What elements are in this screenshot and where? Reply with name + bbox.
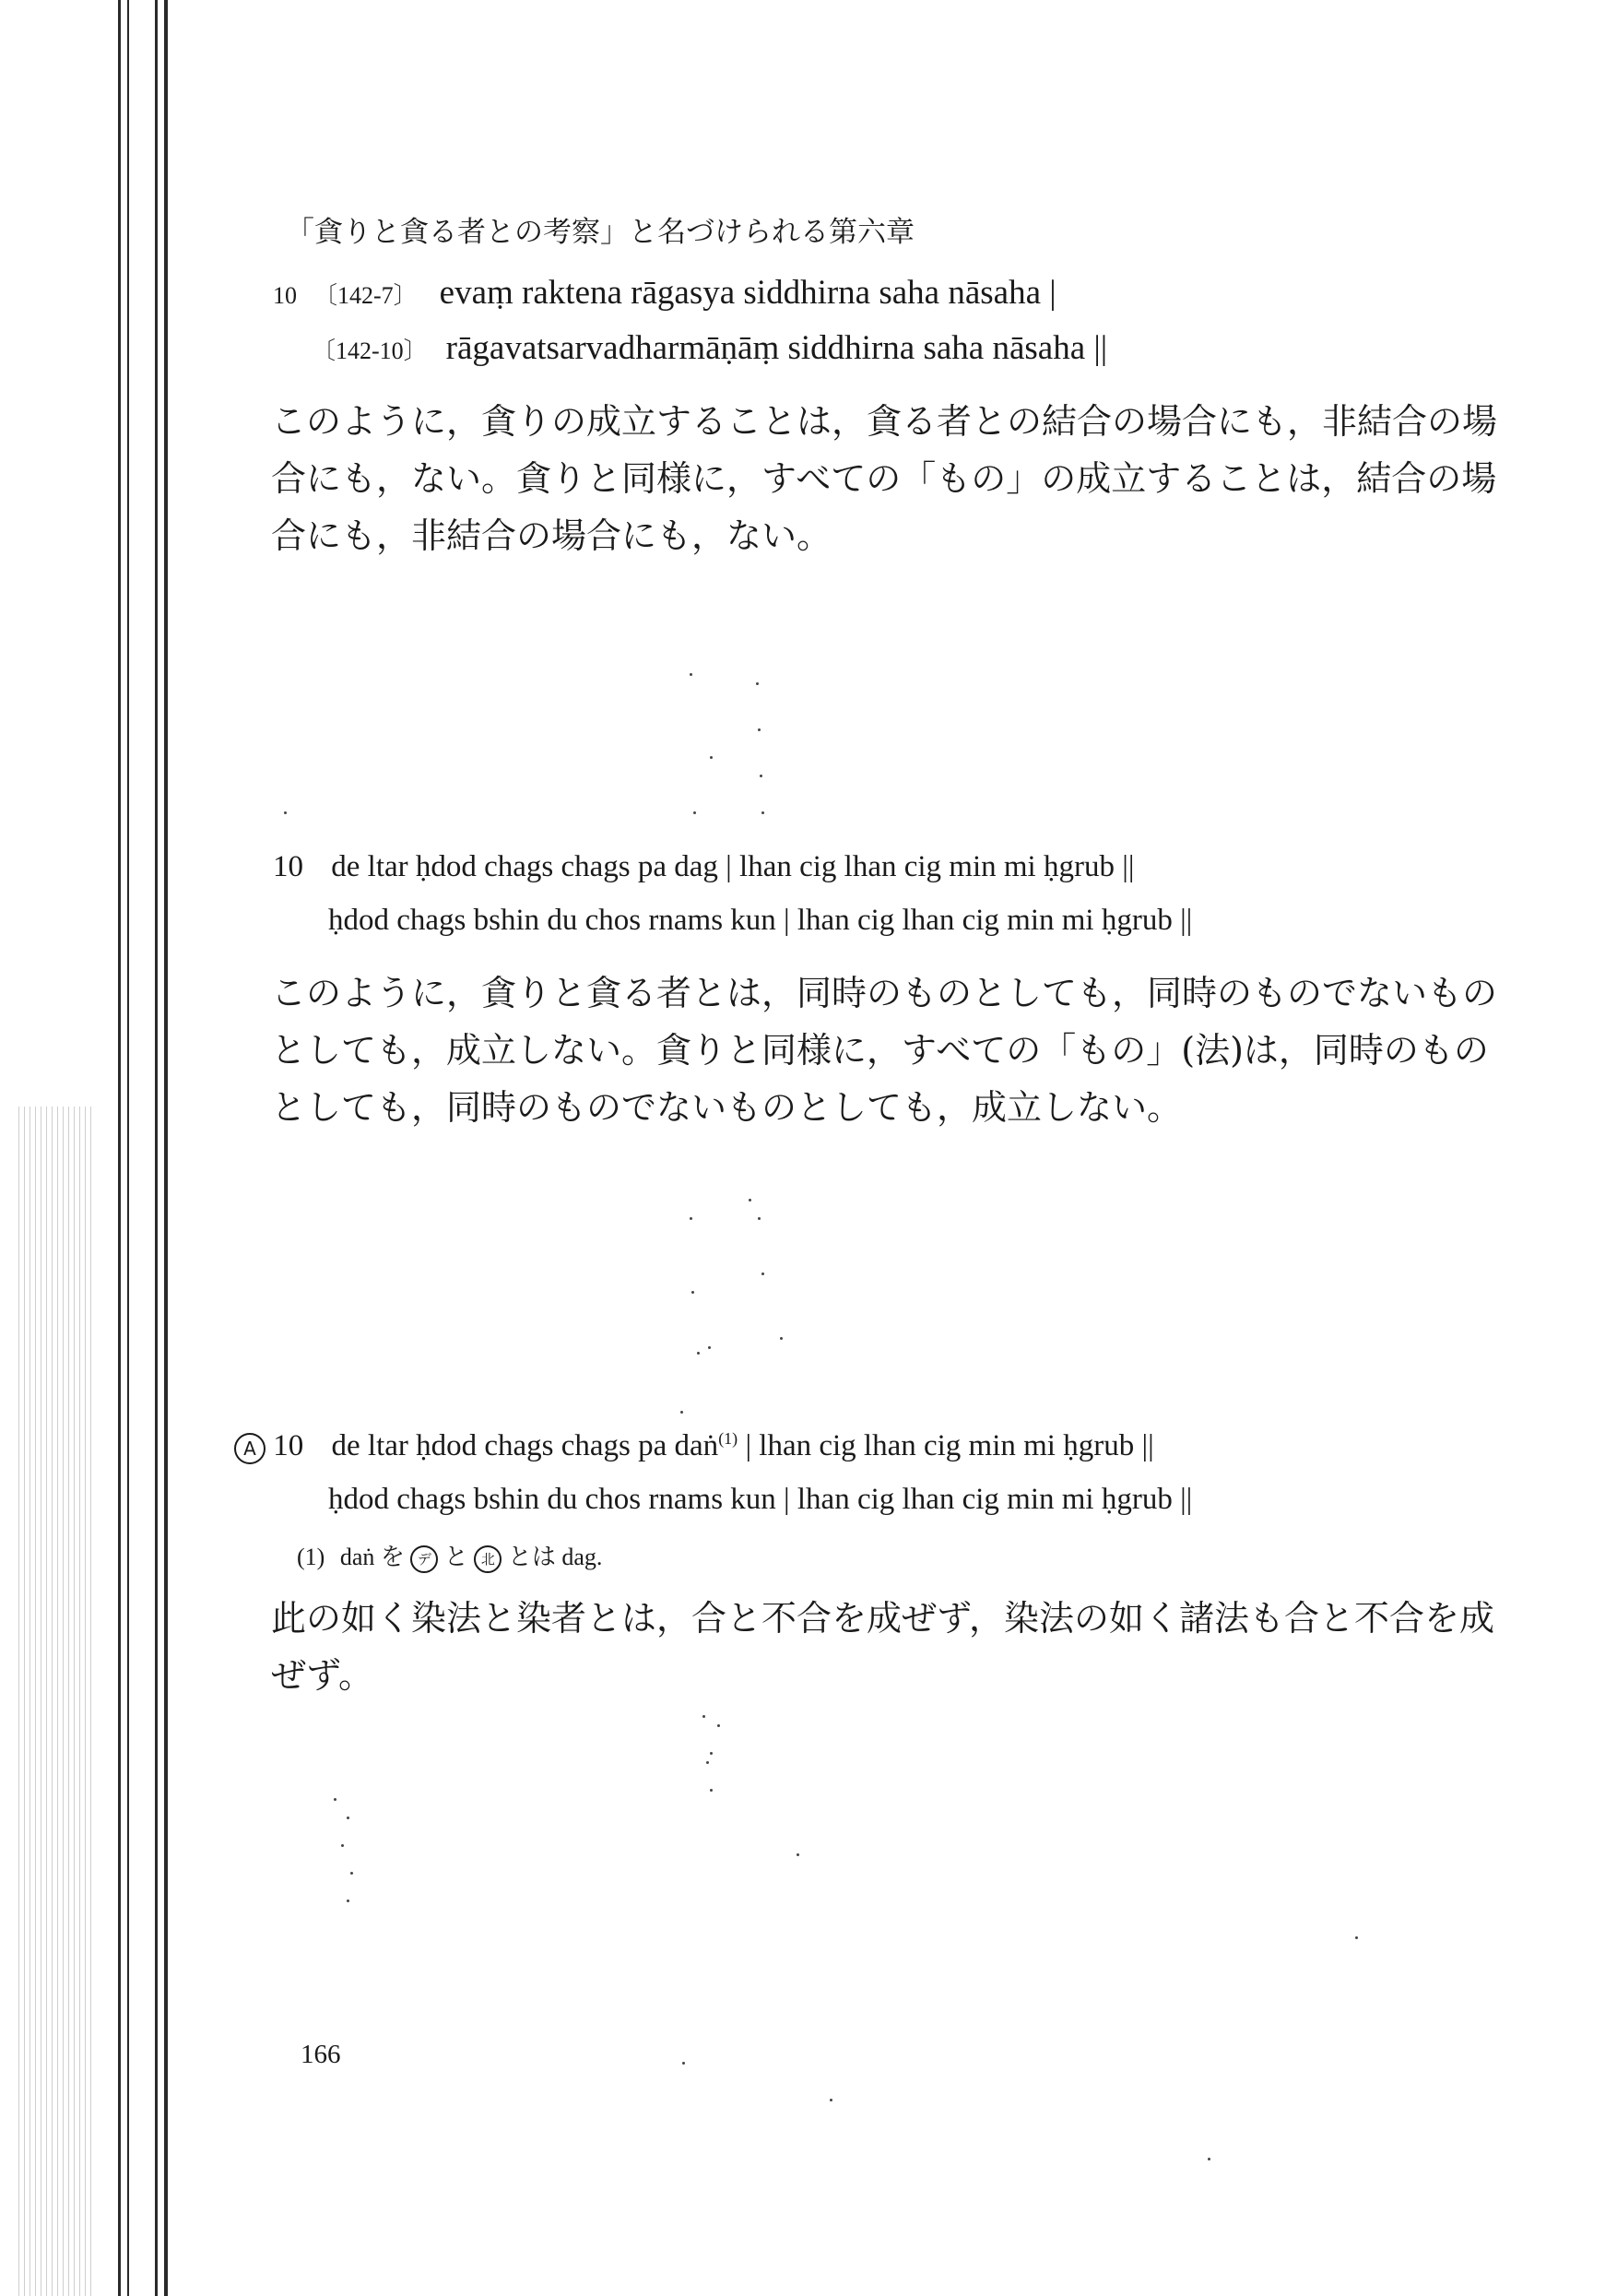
- chinese-verse-line-2: ḥdod chags bshin du chos rnams kun | lhan cig lhan cig min mi ḥgrub ||: [328, 1483, 1193, 1516]
- footnote: (1) daṅ を デ と 北 とは dag.: [297, 1538, 602, 1573]
- sanskrit-text: rāgavatsarvadharmāṇāṃ siddhirna saha nāsaha ||: [445, 329, 1108, 367]
- edition-mark-icon: デ: [410, 1545, 438, 1573]
- chinese-verse-line-1: [234, 1429, 1154, 1464]
- tibetan-verse-line-1: [273, 850, 1134, 884]
- page-number: 166: [301, 2040, 341, 2069]
- tibetan-text: de ltar ḥdod chags chags pa daṅ: [331, 1429, 719, 1462]
- footnote-ref: (1): [718, 1429, 738, 1448]
- tibetan-verse-line-2: ḥdod chags bshin du chos rnams kun | lhan cig lhan cig min mi ḥgrub ||: [328, 904, 1193, 937]
- translation-chinese: 此の如く染法と染者とは，合と不合を成ぜず，染法の如く諸法も合と不合を成ぜず。: [271, 1598, 1494, 1696]
- verse-reference: 〔142-10〕: [312, 337, 428, 364]
- footnote-number: (1): [297, 1544, 325, 1570]
- verse-number: 10: [273, 282, 297, 309]
- verse-number: 10: [273, 850, 303, 883]
- chapter-heading: 「貪りと貪る者との考察」と名づけられる第六章: [286, 216, 915, 249]
- tibetan-text: | lhan cig lhan cig min mi ḥgrub ||: [738, 1429, 1154, 1462]
- translation-sanskrit: このように，貪りの成立することは，貪る者との結合の場合にも，非結合の場合にも，ない。貪りと同様に，すべての「もの」の成立することは，結合の場合にも，非結合の場合にも，ない。: [271, 401, 1498, 556]
- sanskrit-text: evaṃ raktena rāgasya siddhirna saha nāsaha |: [439, 274, 1056, 312]
- binding-edge: [0, 0, 175, 2296]
- sanskrit-verse-line-1: [273, 273, 1056, 313]
- translation-tibetan: このように，貪りと貪る者とは，同時のものとしても，同時のものでないものとしても，成立しない。貪りと同様に，すべての「もの」(法)は，同時のものとしても，同時のものでないものとしても，成立しない。: [271, 973, 1498, 1128]
- verse-number: 10: [273, 1429, 304, 1462]
- tibetan-text: de ltar ḥdod chags chags pa dag | lhan cig lhan cig min mi ḥgrub ||: [331, 850, 1135, 883]
- sanskrit-verse-line-2: [312, 328, 1107, 368]
- edition-mark-icon: 北: [474, 1545, 502, 1573]
- source-marker-icon: A: [234, 1433, 266, 1464]
- verse-reference: 〔142-7〕: [313, 282, 418, 309]
